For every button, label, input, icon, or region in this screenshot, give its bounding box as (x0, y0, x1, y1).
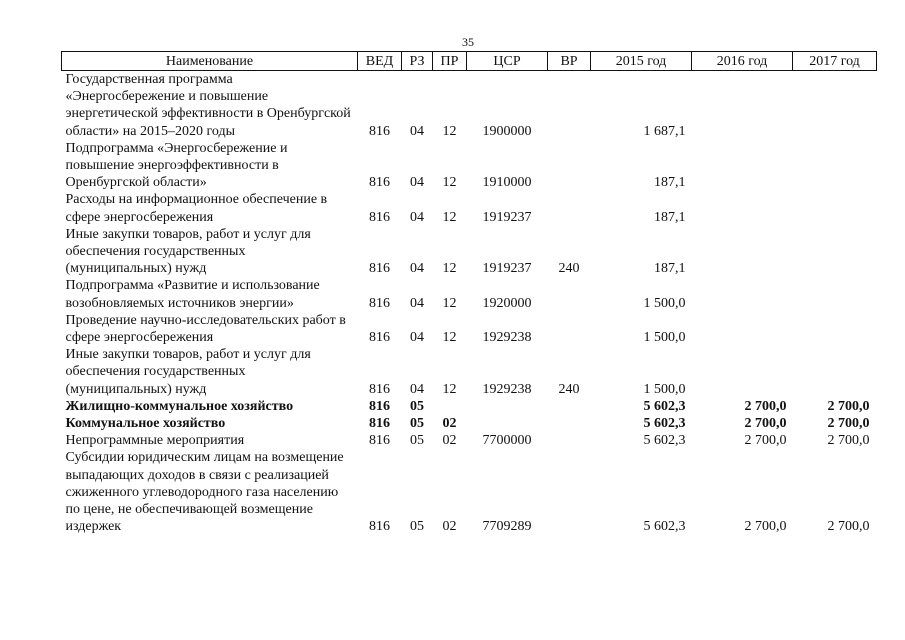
column-header-2017: 2017 год (793, 52, 877, 71)
cell-pr: 12 (442, 330, 457, 346)
cell-2017 (793, 140, 877, 192)
cell-2017: 2 700,0 (827, 416, 870, 432)
cell-name: Субсидии юридическим лицам на возмещение выпадающих доходов в связи с реализацией сжиженного углеводородного газа населению по цене, не обеспечивающей возмещение издержек (65, 450, 344, 535)
cell-pr: 12 (442, 295, 457, 311)
cell-2016 (692, 191, 793, 225)
cell-2016: 2 700,0 (744, 433, 787, 449)
cell-name: Подпрограмма «Энергосбережение и повышение энергоэффективности в Оренбургской области» (65, 140, 288, 191)
column-header-2016: 2016 год (692, 52, 793, 71)
cell-ved: 816 (369, 295, 390, 311)
table-body (62, 71, 877, 536)
column-header-vr: ВР (548, 52, 591, 71)
cell-name: Непрограммные мероприятия (65, 433, 245, 449)
cell-vr (548, 432, 591, 449)
cell-2016: 2 700,0 (744, 398, 787, 414)
cell-2015: 1 500,0 (643, 295, 686, 311)
cell-rz: 05 (410, 519, 424, 535)
cell-vr (548, 398, 591, 415)
cell-rz: 04 (410, 330, 424, 346)
cell-2015: 1 500,0 (643, 381, 686, 397)
column-header-pr: ПР (433, 52, 467, 71)
table-row (62, 346, 877, 398)
cell-2015: 1 500,0 (643, 330, 686, 346)
cell-pr: 12 (442, 261, 457, 277)
cell-2017: 2 700,0 (827, 519, 870, 535)
cell-rz: 04 (410, 261, 424, 277)
cell-ved: 816 (369, 433, 390, 449)
cell-rz: 05 (410, 433, 424, 449)
cell-name: Государственная программа «Энергосбережение и повышение энергетической эффективности в Оренбургской области» на 2015–2020 годы (65, 72, 351, 139)
cell-vr (548, 191, 591, 225)
cell-name: Проведение научно-исследовательских работ в сфере энергосбережения (65, 312, 346, 346)
cell-name: Иные закупки товаров, работ и услуг для обеспечения государственных (муниципальных) нужд (65, 347, 311, 397)
cell-rz: 04 (410, 295, 424, 311)
cell-2016 (692, 312, 793, 346)
cell-csr: 7700000 (482, 433, 532, 449)
budget-table (61, 51, 877, 535)
cell-2015: 187,1 (654, 209, 686, 225)
cell-2016 (692, 140, 793, 192)
cell-ved: 816 (369, 261, 390, 277)
cell-name: Расходы на информационное обеспечение в сфере энергосбережения (65, 192, 328, 225)
cell-2015: 187,1 (654, 261, 686, 277)
cell-csr: 1929238 (482, 381, 532, 397)
table-header (62, 52, 877, 71)
cell-2017: 2 700,0 (827, 398, 870, 414)
cell-pr: 12 (442, 209, 457, 225)
cell-pr (433, 398, 467, 415)
table-row (62, 432, 877, 449)
table-row (62, 398, 877, 415)
cell-rz: 05 (410, 398, 424, 414)
table-row (62, 415, 877, 432)
cell-vr (548, 415, 591, 432)
table-row (62, 277, 877, 311)
cell-csr: 1900000 (482, 123, 532, 139)
cell-csr (467, 415, 548, 432)
cell-csr: 1919237 (482, 209, 532, 225)
cell-2017 (793, 191, 877, 225)
cell-vr (548, 312, 591, 346)
cell-ved: 816 (369, 519, 390, 535)
cell-pr: 12 (442, 381, 457, 397)
column-header-name: Наименование (62, 52, 358, 71)
cell-name: Иные закупки товаров, работ и услуг для обеспечения государственных (муниципальных) нужд (65, 226, 311, 277)
cell-pr: 02 (442, 416, 457, 432)
cell-pr: 12 (442, 123, 457, 139)
column-header-csr: ЦСР (467, 52, 548, 71)
cell-vr (548, 71, 591, 140)
cell-rz: 04 (410, 123, 424, 139)
cell-2017 (793, 226, 877, 278)
table-row (62, 71, 877, 140)
cell-2015: 5 602,3 (643, 519, 686, 535)
cell-pr: 02 (442, 519, 457, 535)
cell-vr: 240 (558, 261, 580, 277)
cell-rz: 04 (410, 209, 424, 225)
cell-2016 (692, 277, 793, 311)
column-header-ved: ВЕД (358, 52, 402, 71)
cell-vr (548, 140, 591, 192)
cell-2015: 187,1 (654, 175, 686, 191)
table-row (62, 140, 877, 192)
cell-rz: 04 (410, 175, 424, 191)
cell-name: Подпрограмма «Развитие и использование возобновляемых источников энергии» (65, 278, 320, 311)
cell-ved: 816 (369, 330, 390, 346)
table-row (62, 226, 877, 278)
header-row (62, 52, 877, 71)
cell-2017 (793, 277, 877, 311)
cell-csr (467, 398, 548, 415)
cell-ved: 816 (369, 175, 390, 191)
table-row (62, 449, 877, 535)
cell-ved: 816 (369, 381, 390, 397)
cell-vr (548, 277, 591, 311)
cell-name: Жилищно-коммунальное хозяйство (65, 398, 294, 414)
column-header-rz: РЗ (402, 52, 433, 71)
cell-csr: 1920000 (482, 295, 532, 311)
cell-csr: 1929238 (482, 330, 532, 346)
cell-csr: 7709289 (482, 519, 532, 535)
cell-vr (548, 449, 591, 535)
cell-2015: 5 602,3 (643, 398, 686, 414)
cell-2016 (692, 346, 793, 398)
table-row (62, 191, 877, 225)
cell-2016: 2 700,0 (744, 519, 787, 535)
cell-2016: 2 700,0 (744, 416, 787, 432)
cell-2017: 2 700,0 (827, 433, 870, 449)
table-row (62, 312, 877, 346)
cell-ved: 816 (369, 123, 390, 139)
cell-2017 (793, 71, 877, 140)
cell-ved: 816 (369, 398, 390, 414)
cell-2015: 5 602,3 (643, 433, 686, 449)
cell-rz: 04 (410, 381, 424, 397)
cell-name: Коммунальное хозяйство (65, 416, 226, 432)
cell-2017 (793, 312, 877, 346)
cell-2016 (692, 226, 793, 278)
cell-pr: 02 (442, 433, 457, 449)
page-number: 35 (462, 35, 474, 49)
column-header-2015: 2015 год (591, 52, 692, 71)
cell-vr: 240 (558, 381, 580, 397)
cell-2015: 1 687,1 (643, 123, 686, 139)
cell-ved: 816 (369, 416, 390, 432)
cell-csr: 1919237 (482, 261, 532, 277)
cell-rz: 05 (410, 416, 424, 432)
cell-2016 (692, 71, 793, 140)
cell-csr: 1910000 (482, 175, 532, 191)
cell-pr: 12 (442, 175, 457, 191)
cell-ved: 816 (369, 209, 390, 225)
cell-2015: 5 602,3 (643, 416, 686, 432)
cell-2017 (793, 346, 877, 398)
